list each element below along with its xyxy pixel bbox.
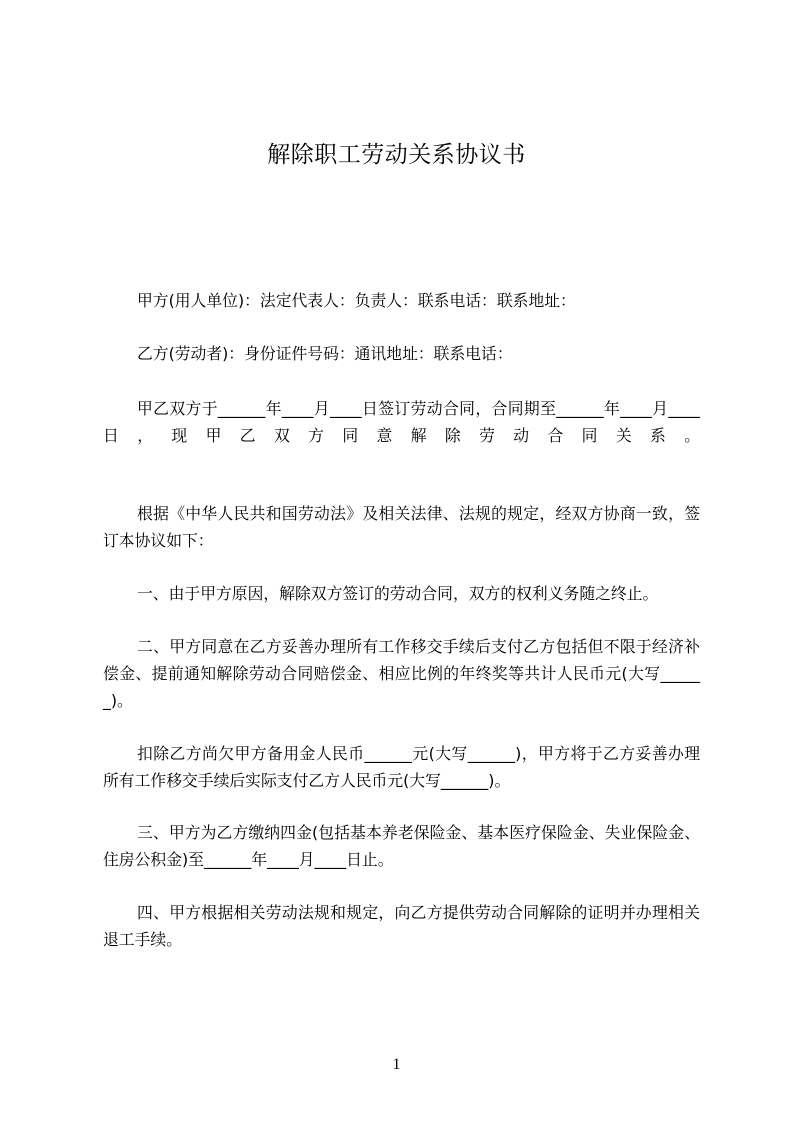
paragraph-line: 三、甲方为乙方缴纳四金(包括基本养老保险金、基本医疗保险金、失业保险金、 [137, 823, 700, 842]
party-b-info [103, 340, 700, 367]
clause-3 [103, 819, 700, 873]
document-title: 解除职工劳动关系协议书 [267, 142, 526, 168]
paragraph-line: 二、甲方同意在乙方妥善办理所有工作移交手续后支付乙方包括但不限于经济补 [137, 637, 700, 656]
party-a-info [103, 287, 700, 314]
page-number: 1 [392, 1056, 401, 1073]
paragraph-line: 四、甲方根据相关劳动法规和规定，向乙方提供劳动合同解除的证明并办理相关 [137, 903, 700, 922]
paragraph-line: _)。 [103, 691, 133, 710]
paragraph-line: 偿金、提前通知解除劳动合同赔偿金、相应比例的年终奖等共计人民币元(大写_____ [103, 664, 700, 683]
clause-1 [103, 580, 700, 607]
paragraph-line: 一、由于甲方原因，解除双方签订的劳动合同，双方的权利义务随之终止。 [137, 584, 659, 603]
paragraph-line: 甲乙双方于______年____月____日签订劳动合同，合同期至______年____月____ [137, 399, 700, 418]
paragraph-line: 住房公积金)至______年____月____日止。 [103, 850, 394, 869]
paragraph-line: 扣除乙方尚欠甲方备用金人民币______元(大写______)，甲方将于乙方妥善办理 [137, 744, 700, 763]
paragraph-line: 根据《中华人民共和国劳动法》及相关法律、法规的规定，经双方协商一致，签 [137, 504, 700, 523]
paragraph-line: 日，现甲乙双方同意解除劳动合同关系。 [103, 426, 700, 445]
paragraph-line: 乙方(劳动者)：身份证件号码：通讯地址：联系电话： [137, 344, 513, 363]
paragraph-line: 甲方(用人单位)：法定代表人：负责人：联系电话：联系地址： [137, 291, 576, 310]
paragraph-line: 所有工作移交手续后实际支付乙方人民币元(大写______)。 [103, 771, 511, 790]
clause-4 [103, 899, 700, 953]
clause-2 [103, 633, 700, 714]
paragraph-line: 订本协议如下： [103, 531, 214, 550]
contract-termination-statement [103, 395, 700, 449]
paragraph-line: 退工手续。 [103, 930, 182, 949]
deduction-clause [103, 740, 700, 794]
legal-basis-clause [103, 500, 700, 554]
